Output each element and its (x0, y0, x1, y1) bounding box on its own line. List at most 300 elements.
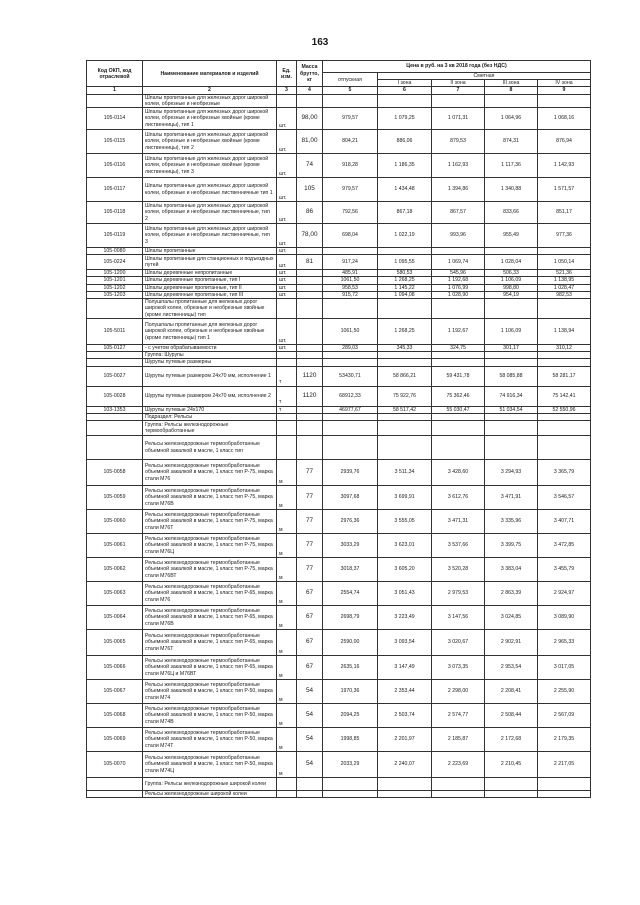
column-number: 2 (143, 87, 277, 94)
table-row (87, 284, 591, 291)
price-zone-4: 1 050,14 (538, 255, 591, 270)
item-name: Шпалы деревянные пропитанные, тип III (143, 291, 277, 298)
price-zone-3 (485, 299, 538, 319)
item-name: Шпалы деревянные пропитанные, тип II (143, 284, 277, 291)
item-mass: 81 (297, 255, 323, 270)
item-unit (277, 413, 297, 420)
price-release: 68912,33 (323, 386, 378, 406)
price-zone-2: 1 076,99 (432, 284, 485, 291)
item-code: 105-0058 (87, 460, 143, 486)
price-zone-1: 3 699,91 (378, 486, 432, 510)
item-code: 105-0063 (87, 582, 143, 606)
price-zone-2: 1 192,67 (432, 319, 485, 345)
price-zone-4: 1 028,47 (538, 284, 591, 291)
item-mass: 1120 (297, 386, 323, 406)
price-zone-1: 886,06 (378, 130, 432, 154)
table-row (87, 255, 591, 270)
price-zone-1 (378, 791, 432, 798)
item-code: 105-0127 (87, 345, 143, 352)
item-unit (277, 421, 297, 436)
header-unit: Ед. изм. (277, 61, 297, 87)
item-unit (277, 436, 297, 460)
price-zone-1 (378, 778, 432, 791)
price-zone-1: 1 186,35 (378, 154, 432, 178)
item-mass: 67 (297, 606, 323, 630)
price-zone-3 (485, 248, 538, 255)
item-mass: 77 (297, 460, 323, 486)
price-zone-2 (432, 299, 485, 319)
price-zone-3: 1 064,96 (485, 108, 538, 130)
price-zone-1: 58 866,21 (378, 366, 432, 386)
item-unit: м (277, 534, 297, 558)
price-zone-2 (432, 413, 485, 420)
item-name: Рельсы железнодорожные термообработанные объемной закалкой в масле, 1 класс тип Р-65, марка стали М76Т (143, 630, 277, 656)
price-zone-2 (432, 778, 485, 791)
item-unit: шт. (277, 255, 297, 270)
item-name: Рельсы железнодорожные термообработанные объемной закалкой в масле, 1 класс тип Р-65, марка стали М76Ц и М76ВТ (143, 656, 277, 680)
item-unit: шт. (277, 108, 297, 130)
price-zone-1 (378, 94, 432, 107)
price-release: 917,24 (323, 255, 378, 270)
price-zone-3: 2 210,45 (485, 752, 538, 778)
item-code: 105-0118 (87, 202, 143, 224)
price-zone-4: 2 567,09 (538, 704, 591, 728)
item-code: 105-0224 (87, 255, 143, 270)
item-mass: 54 (297, 752, 323, 778)
price-zone-1: 3 555,05 (378, 510, 432, 534)
item-code (87, 94, 143, 107)
price-zone-3: 3 471,91 (485, 486, 538, 510)
item-mass (297, 406, 323, 413)
item-unit: шт. (277, 154, 297, 178)
price-release: 698,04 (323, 224, 378, 248)
item-name: Рельсы железнодорожные термообработанные объемной закалкой в масле, 1 класс тип (143, 436, 277, 460)
price-release: 918,28 (323, 154, 378, 178)
price-zone-4: 982,53 (538, 291, 591, 298)
price-zone-3 (485, 94, 538, 107)
item-mass: 78,00 (297, 224, 323, 248)
price-zone-1 (378, 421, 432, 436)
item-mass: 77 (297, 510, 323, 534)
price-release (323, 248, 378, 255)
price-zone-4: 310,12 (538, 345, 591, 352)
item-name: Полушпалы пропитанные для железных дорог широкой колеи, обрезные и необрезные хвойные (кроме лиственницы) тип (143, 299, 277, 319)
table-row (87, 386, 591, 406)
item-name: Рельсы железнодорожные термообработанные объемной закалкой в масле, 1 класс тип Р-65, марка стали М76В (143, 606, 277, 630)
price-release (323, 352, 378, 359)
price-zone-1: 3 605,20 (378, 558, 432, 582)
price-zone-3: 2 208,41 (485, 680, 538, 704)
header-name: Наименование материалов и изделий (143, 61, 277, 87)
item-unit (277, 352, 297, 359)
item-name: Рельсы железнодорожные термообработанные объемной закалкой в масле, 1 класс тип Р-75, марка стали М76 (143, 460, 277, 486)
item-unit: шт. (277, 345, 297, 352)
item-code (87, 791, 143, 798)
price-release: 289,03 (323, 345, 378, 352)
price-release: 2033,29 (323, 752, 378, 778)
price-zone-4 (538, 413, 591, 420)
item-unit: м (277, 460, 297, 486)
item-mass: 105 (297, 178, 323, 202)
price-zone-1: 867,18 (378, 202, 432, 224)
item-code: 105-0064 (87, 606, 143, 630)
price-release: 3018,37 (323, 558, 378, 582)
table-row (87, 366, 591, 386)
item-name: Рельсы железнодорожные термообработанные объемной закалкой в масле, 1 класс тип Р-50, марка стали М74В (143, 704, 277, 728)
item-unit: м (277, 728, 297, 752)
table-row (87, 558, 591, 582)
price-zone-4 (538, 778, 591, 791)
item-unit: м (277, 656, 297, 680)
item-name: Шурупы путевые размерны (143, 359, 277, 366)
column-number: 6 (378, 87, 432, 94)
price-zone-4: 2 965,33 (538, 630, 591, 656)
item-unit (277, 94, 297, 107)
price-zone-2: 1 394,86 (432, 178, 485, 202)
item-unit: шт. (277, 202, 297, 224)
item-mass (297, 345, 323, 352)
price-release: 2554,74 (323, 582, 378, 606)
price-zone-4: 3 017,05 (538, 656, 591, 680)
price-zone-4: 876,94 (538, 130, 591, 154)
price-zone-3: 3 335,96 (485, 510, 538, 534)
item-name: Рельсы железнодорожные термообработанные объемной закалкой в масле, 1 класс тип Р-50, марка стали М74 (143, 680, 277, 704)
price-zone-4: 2 179,35 (538, 728, 591, 752)
price-zone-3: 2 508,44 (485, 704, 538, 728)
item-mass (297, 299, 323, 319)
header-estimate-price: Сметная (378, 73, 591, 80)
price-zone-3 (485, 352, 538, 359)
price-zone-4 (538, 421, 591, 436)
price-release: 792,56 (323, 202, 378, 224)
price-zone-3: 833,66 (485, 202, 538, 224)
table-row (87, 510, 591, 534)
price-zone-1 (378, 248, 432, 255)
price-zone-4: 1 138,94 (538, 319, 591, 345)
column-number: 8 (485, 87, 538, 94)
price-zone-4: 3 407,71 (538, 510, 591, 534)
price-zone-4: 75 142,41 (538, 386, 591, 406)
table-row (87, 460, 591, 486)
item-name: Шпалы пропитанные для железных дорог широкой колеи, обрезные и необрезные лиственничные, тип 3 (143, 224, 277, 248)
price-zone-4: 977,36 (538, 224, 591, 248)
item-name: Шурупы путевые 24х170 (143, 406, 277, 413)
price-zone-2: 1 071,31 (432, 108, 485, 130)
price-zone-1: 1 022,19 (378, 224, 432, 248)
price-zone-1: 1 268,25 (378, 319, 432, 345)
price-zone-1: 3 511,34 (378, 460, 432, 486)
price-zone-2 (432, 352, 485, 359)
item-mass (297, 436, 323, 460)
item-code (87, 359, 143, 366)
price-zone-2: 879,53 (432, 130, 485, 154)
price-release (323, 359, 378, 366)
price-release: 1998,85 (323, 728, 378, 752)
column-number: 4 (297, 87, 323, 94)
table-row (87, 486, 591, 510)
price-zone-1 (378, 436, 432, 460)
item-code: 105-0028 (87, 386, 143, 406)
price-zone-3: 1 106,09 (485, 319, 538, 345)
table-row (87, 291, 591, 298)
item-name: Шпалы деревянные непропитанные (143, 270, 277, 277)
item-code: 105-1200 (87, 270, 143, 277)
column-number: 5 (323, 87, 378, 94)
item-unit (277, 359, 297, 366)
item-unit: м (277, 630, 297, 656)
price-zone-1: 1 145,22 (378, 284, 432, 291)
price-release (323, 413, 378, 420)
item-mass: 74 (297, 154, 323, 178)
item-mass (297, 791, 323, 798)
item-code (87, 352, 143, 359)
item-code: 105-0119 (87, 224, 143, 248)
price-zone-3: 1 106,09 (485, 277, 538, 284)
price-zone-2: 1 162,93 (432, 154, 485, 178)
price-zone-3: 58 085,88 (485, 366, 538, 386)
item-name: Шпалы пропитанные для железных дорог широкой колеи, обрезные и необрезные хвойные (кроме лиственницы), тип 3 (143, 154, 277, 178)
price-zone-1: 345,33 (378, 345, 432, 352)
price-zone-3 (485, 791, 538, 798)
item-code (87, 299, 143, 319)
item-unit: т (277, 366, 297, 386)
header-code: Код ОКП, код отраслевой (87, 61, 143, 87)
item-code: 105-0068 (87, 704, 143, 728)
price-zone-4: 52 550,96 (538, 406, 591, 413)
price-zone-4: 3 365,79 (538, 460, 591, 486)
item-unit: шт. (277, 270, 297, 277)
price-zone-2: 2 298,00 (432, 680, 485, 704)
price-release: 2094,25 (323, 704, 378, 728)
item-code: 105-0080 (87, 248, 143, 255)
price-zone-3: 2 863,39 (485, 582, 538, 606)
item-code: 105-0115 (87, 130, 143, 154)
item-code: 105-0062 (87, 558, 143, 582)
price-zone-2: 59 431,78 (432, 366, 485, 386)
item-mass: 1120 (297, 366, 323, 386)
price-zone-3: 2 953,54 (485, 656, 538, 680)
price-release: 3033,29 (323, 534, 378, 558)
price-zone-3: 1 340,88 (485, 178, 538, 202)
price-zone-4 (538, 436, 591, 460)
item-unit: м (277, 680, 297, 704)
table-row (87, 728, 591, 752)
item-name: Шпалы деревянные пропитанные, тип I (143, 277, 277, 284)
item-code: 105-0061 (87, 534, 143, 558)
price-zone-2 (432, 359, 485, 366)
price-zone-1: 3 051,43 (378, 582, 432, 606)
item-code: 105-0066 (87, 656, 143, 680)
table-row (87, 359, 591, 366)
price-zone-3: 3 383,04 (485, 558, 538, 582)
price-zone-2: 1 069,74 (432, 255, 485, 270)
item-mass (297, 277, 323, 284)
price-release: 46977,67 (323, 406, 378, 413)
item-name: Шпалы пропитанные для железных дорог широкой колеи, обрезные и необрезные лиственничные тип 1 (143, 178, 277, 202)
item-mass: 77 (297, 558, 323, 582)
column-number: 1 (87, 87, 143, 94)
item-unit: м (277, 486, 297, 510)
price-zone-2: 55 030,47 (432, 406, 485, 413)
price-zone-2: 75 362,46 (432, 386, 485, 406)
item-mass: 98,00 (297, 108, 323, 130)
table-row (87, 778, 591, 791)
price-zone-4: 1 068,16 (538, 108, 591, 130)
item-mass (297, 248, 323, 255)
table-row (87, 345, 591, 352)
item-mass: 77 (297, 486, 323, 510)
price-zone-4: 2 217,05 (538, 752, 591, 778)
price-release (323, 299, 378, 319)
price-zone-4 (538, 791, 591, 798)
price-zone-2: 3 471,31 (432, 510, 485, 534)
item-mass (297, 778, 323, 791)
item-mass (297, 319, 323, 345)
item-name: Рельсы железнодорожные термообработанные объемной закалкой в масле, 1 класс тип Р-75, марка стали М76ВТ (143, 558, 277, 582)
item-name: Рельсы железнодорожные термообработанные объемной закалкой в масле, 1 класс тип Р-65, марка стали М76 (143, 582, 277, 606)
item-mass: 77 (297, 534, 323, 558)
item-code: 105-0114 (87, 108, 143, 130)
item-mass (297, 413, 323, 420)
item-mass (297, 284, 323, 291)
item-unit: шт. (277, 178, 297, 202)
price-zone-2: 993,96 (432, 224, 485, 248)
price-zone-3 (485, 778, 538, 791)
price-zone-4 (538, 299, 591, 319)
price-zone-2: 3 073,35 (432, 656, 485, 680)
item-code (87, 778, 143, 791)
price-release (323, 778, 378, 791)
price-zone-2: 3 428,60 (432, 460, 485, 486)
price-zone-3 (485, 421, 538, 436)
item-code: 105-0027 (87, 366, 143, 386)
price-zone-3: 874,31 (485, 130, 538, 154)
item-mass: 54 (297, 680, 323, 704)
item-name: Группа: Рельсы железнодорожные термообработанные (143, 421, 277, 436)
price-release (323, 94, 378, 107)
price-zone-2 (432, 791, 485, 798)
table-row (87, 277, 591, 284)
item-mass: 54 (297, 704, 323, 728)
item-code (87, 436, 143, 460)
price-zone-1: 2 353,44 (378, 680, 432, 704)
price-zone-4: 521,36 (538, 270, 591, 277)
table-row (87, 406, 591, 413)
price-zone-1: 1 079,25 (378, 108, 432, 130)
price-zone-2 (432, 248, 485, 255)
price-zone-1: 3 093,54 (378, 630, 432, 656)
column-number: 7 (432, 87, 485, 94)
table-row (87, 224, 591, 248)
price-zone-2: 2 185,87 (432, 728, 485, 752)
item-code (87, 421, 143, 436)
price-zone-3: 954,19 (485, 291, 538, 298)
item-name: Группа: Шурупы (143, 352, 277, 359)
price-zone-2 (432, 94, 485, 107)
table-row (87, 421, 591, 436)
price-zone-3 (485, 359, 538, 366)
table-row (87, 202, 591, 224)
price-zone-1: 2 201,97 (378, 728, 432, 752)
item-mass: 81,00 (297, 130, 323, 154)
item-unit: м (277, 510, 297, 534)
item-unit: м (277, 582, 297, 606)
price-zone-1: 3 623,01 (378, 534, 432, 558)
header-mass: Масса брутто, кг (297, 61, 323, 87)
price-release (323, 791, 378, 798)
price-zone-4: 3 455,79 (538, 558, 591, 582)
price-zone-3: 74 916,34 (485, 386, 538, 406)
item-unit (277, 791, 297, 798)
price-zone-3 (485, 436, 538, 460)
item-code: 105-0070 (87, 752, 143, 778)
item-name: Шпалы пропитанные для железных дорог широкой колеи, обрезные и необрезные хвойные (кроме лиственницы), тип 1 (143, 108, 277, 130)
item-code: 105-1201 (87, 277, 143, 284)
table-row (87, 108, 591, 130)
price-table-sheet (86, 60, 590, 798)
price-release: 485,91 (323, 270, 378, 277)
price-release: 979,57 (323, 108, 378, 130)
price-zone-2: 3 537,66 (432, 534, 485, 558)
price-zone-3: 1 028,04 (485, 255, 538, 270)
price-table (86, 60, 591, 798)
price-zone-2: 324,75 (432, 345, 485, 352)
item-code: 105-0116 (87, 154, 143, 178)
price-zone-2: 2 574,77 (432, 704, 485, 728)
item-name: Рельсы железнодорожные термообработанные объемной закалкой в масле, 1 класс тип Р-50, марка стали М74Т (143, 728, 277, 752)
price-zone-1 (378, 359, 432, 366)
price-zone-4: 1 142,93 (538, 154, 591, 178)
price-zone-1: 2 240,07 (378, 752, 432, 778)
price-zone-2: 1 028,90 (432, 291, 485, 298)
table-row (87, 606, 591, 630)
item-unit: м (277, 752, 297, 778)
price-release: 2590,00 (323, 630, 378, 656)
price-zone-1 (378, 352, 432, 359)
price-zone-3: 955,49 (485, 224, 538, 248)
item-name: - с учетом обрабатываемости (143, 345, 277, 352)
price-release: 804,21 (323, 130, 378, 154)
price-zone-4: 58 281,17 (538, 366, 591, 386)
item-mass: 54 (297, 728, 323, 752)
price-release: 2939,76 (323, 460, 378, 486)
table-row (87, 656, 591, 680)
item-unit: т (277, 386, 297, 406)
price-zone-2: 867,57 (432, 202, 485, 224)
item-code (87, 413, 143, 420)
price-zone-3 (485, 413, 538, 420)
item-mass: 67 (297, 656, 323, 680)
price-release: 2698,79 (323, 606, 378, 630)
table-row (87, 791, 591, 798)
price-zone-4: 1 138,95 (538, 277, 591, 284)
price-zone-2: 2 979,53 (432, 582, 485, 606)
price-zone-4: 2 924,97 (538, 582, 591, 606)
price-zone-1: 3 147,49 (378, 656, 432, 680)
item-mass: 67 (297, 582, 323, 606)
item-mass (297, 359, 323, 366)
price-release (323, 421, 378, 436)
price-zone-3: 51 034,54 (485, 406, 538, 413)
item-mass (297, 352, 323, 359)
price-zone-4 (538, 352, 591, 359)
price-release: 958,53 (323, 284, 378, 291)
table-row (87, 154, 591, 178)
item-unit (277, 778, 297, 791)
item-code: 105-0065 (87, 630, 143, 656)
price-zone-4 (538, 248, 591, 255)
price-zone-1 (378, 299, 432, 319)
